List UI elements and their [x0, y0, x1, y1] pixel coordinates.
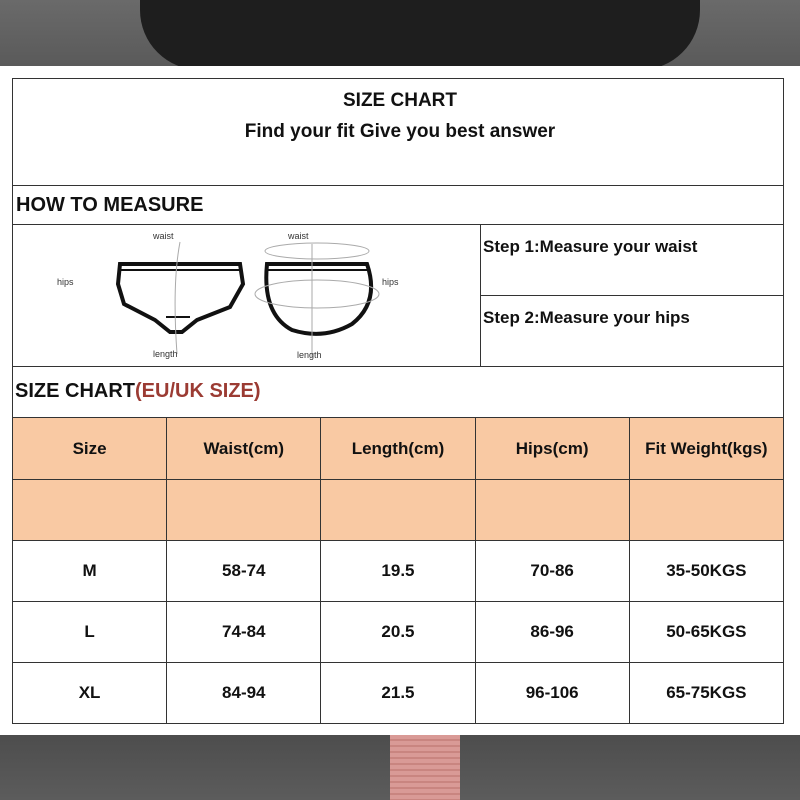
cell-length: 21.5 [321, 663, 475, 724]
background-top [0, 0, 800, 66]
col-header-size: Size [13, 418, 167, 480]
cell-waist: 58-74 [167, 541, 321, 602]
length-label-1: length [153, 349, 178, 359]
cell-waist: 84-94 [167, 663, 321, 724]
size-table [12, 417, 784, 724]
cell-length: 20.5 [321, 602, 475, 663]
hips-label-1: hips [57, 277, 74, 287]
table-row [13, 602, 784, 663]
cell-waist: 74-84 [167, 602, 321, 663]
length-label-2: length [297, 350, 322, 360]
background-bottom [0, 735, 800, 800]
waist-label-2: waist [288, 231, 309, 241]
cell-length: 19.5 [321, 541, 475, 602]
chart-subtitle: Find your fit Give you best answer [244, 121, 556, 142]
hips-label-2: hips [382, 277, 399, 287]
step1-cell [480, 224, 784, 296]
size-chart-heading-main: SIZE CHART [15, 380, 135, 402]
cell-size: L [13, 602, 167, 663]
table-row [13, 541, 784, 602]
table-header-row [13, 418, 784, 480]
how-to-measure-heading: HOW TO MEASURE [16, 194, 204, 216]
step2-cell [480, 295, 784, 367]
brief-front-illustration [118, 242, 243, 354]
cell-weight: 35-50KGS [629, 541, 783, 602]
cell-weight: 50-65KGS [629, 602, 783, 663]
waistband-image [390, 735, 460, 800]
step2-text: Step 2:Measure your hips [483, 308, 690, 327]
cell-size: XL [13, 663, 167, 724]
brief-back-illustration [255, 243, 379, 357]
chart-title: SIZE CHART [343, 90, 457, 111]
cell-hips: 70-86 [475, 541, 629, 602]
col-header-waist: Waist(cm) [167, 418, 321, 480]
cell-hips: 96-106 [475, 663, 629, 724]
step1-text: Step 1:Measure your waist [483, 237, 698, 256]
cell-hips: 86-96 [475, 602, 629, 663]
col-header-weight: Fit Weight(kgs) [629, 418, 783, 480]
col-header-hips: Hips(cm) [475, 418, 629, 480]
size-chart-heading-accent: (EU/UK SIZE) [135, 380, 261, 402]
waist-label-1: waist [153, 231, 174, 241]
garment-shape [140, 0, 700, 66]
col-header-length: Length(cm) [321, 418, 475, 480]
size-chart-heading [15, 380, 261, 403]
cell-size: M [13, 541, 167, 602]
cell-weight: 65-75KGS [629, 663, 783, 724]
measure-diagram [12, 224, 480, 365]
table-row [13, 663, 784, 724]
table-spacer-row [13, 480, 784, 541]
